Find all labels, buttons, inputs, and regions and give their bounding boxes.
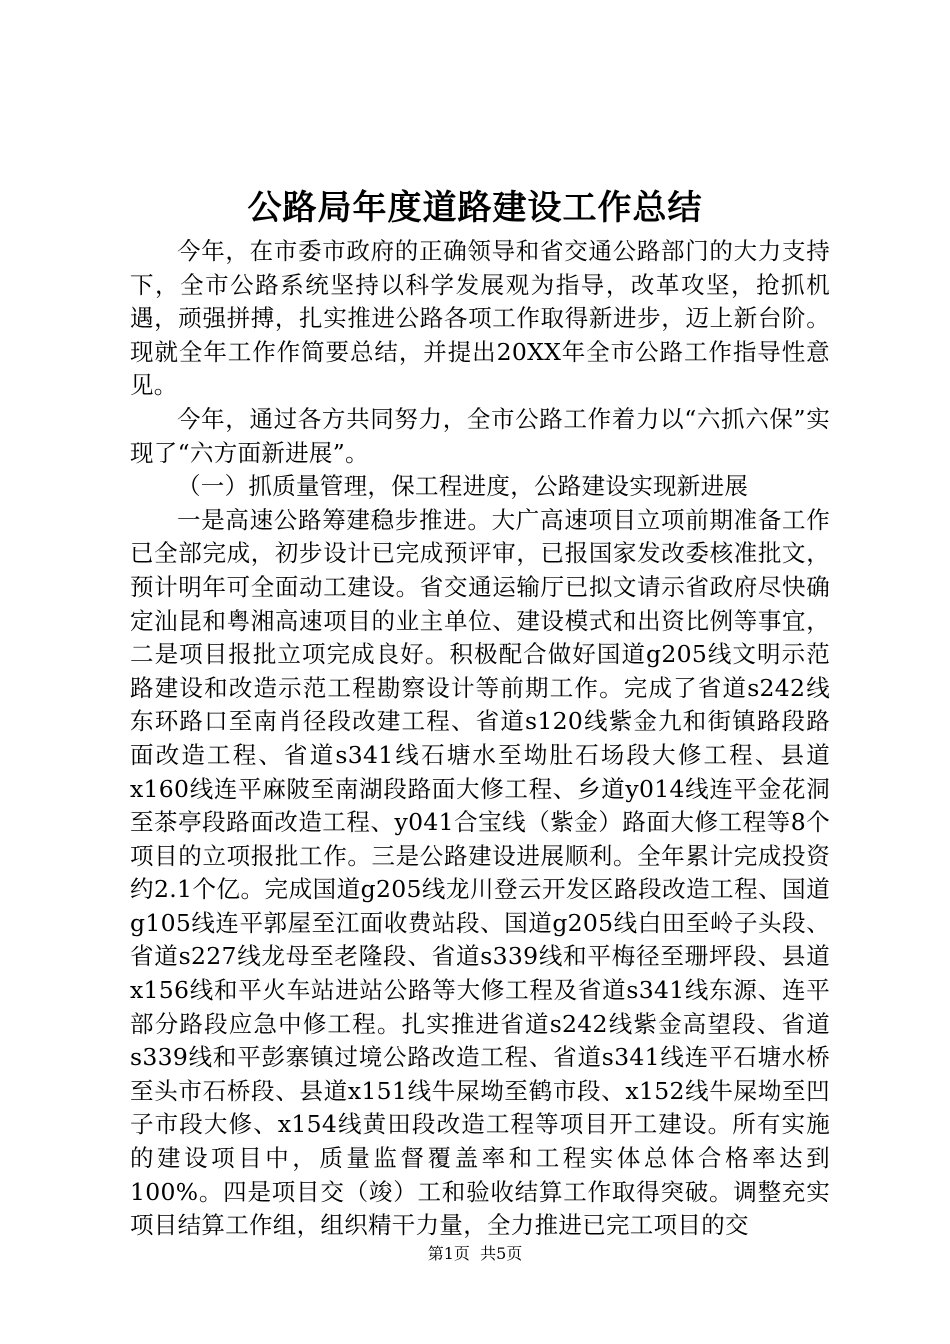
- paragraph-summary: 今年，通过各方共同努力，全市公路工作着力以“六抓六保”实现了“六方面新进展”。: [130, 404, 830, 467]
- paragraph-intro: 今年，在市委市政府的正确领导和省交通公路部门的大力支持下，全市公路系统坚持以科学发展观为指导，改革攻坚，抢抓机遇，顽强拼搏，扎实推进公路各项工作取得新进步，迈上新台阶。现就全年工作作简要总结，并提出20XX年全市公路工作指导性意见。: [130, 237, 830, 400]
- document-body: [130, 235, 830, 1243]
- document-title: 公路局年度道路建设工作总结: [247, 188, 703, 228]
- page-footer: 第1页 共5页: [427, 1244, 523, 1263]
- section-heading-1: （一）抓质量管理，保工程进度，公路建设实现新进展: [177, 472, 749, 501]
- paragraph-section-1: 一是高速公路筹建稳步推进。大广高速项目立项前期准备工作已全部完成，初步设计已完成预评审，已报国家发改委核准批文，预计明年可全面动工建设。省交通运输厅已拟文请示省政府尽快确定汕昆和粤湘高速项目的业主单位、建设模式和出资比例等事宜，二是项目报批立项完成良好。积极配合做好国道g205线文明示范路建设和改造示范工程勘察设计等前期工作。完成了省道s242线东环路口至南肖径段改建工程、省道s120线紫金九和街镇路段路面改造工程、省道s341线石塘水至坳肚石场段大修工程、县道x160线连平麻陂至南湖段路面大修工程、乡道y014线连平金花洞至茶亭段路面改造工程、y041合宝线（紫金）路面大修工程等8个项目的立项报批工作。三是公路建设进展顺利。全年累计完成投资约2.1个亿。完成国道g205线龙川登云开发区路段改造工程、国道g105线连平郭屋至江面收费站段、国道g205线白田至岭子头段、省道s227线龙母至老隆段、省道s339线和平梅径至珊坪段、县道x156线和平火车站进站公路等大修工程及省道s341线东源、连平部分路段应急中修工程。扎实推进省道s242线紫金高望段、省道s339线和平彭寨镇过境公路改造工程、省道s341线连平石塘水桥至头市石桥段、县道x151线牛屎坳至鹤市段、x152线牛屎坳至凹子市段大修、x154线黄田段改造工程等项目开工建设。所有实施的建设项目中，质量监督覆盖率和工程实体总体合格率达到100%。四是项目交（竣）工和验收结算工作取得突破。调整充实项目结算工作组，组织精干力量，全力推进已完工项目的交: [130, 505, 830, 1240]
